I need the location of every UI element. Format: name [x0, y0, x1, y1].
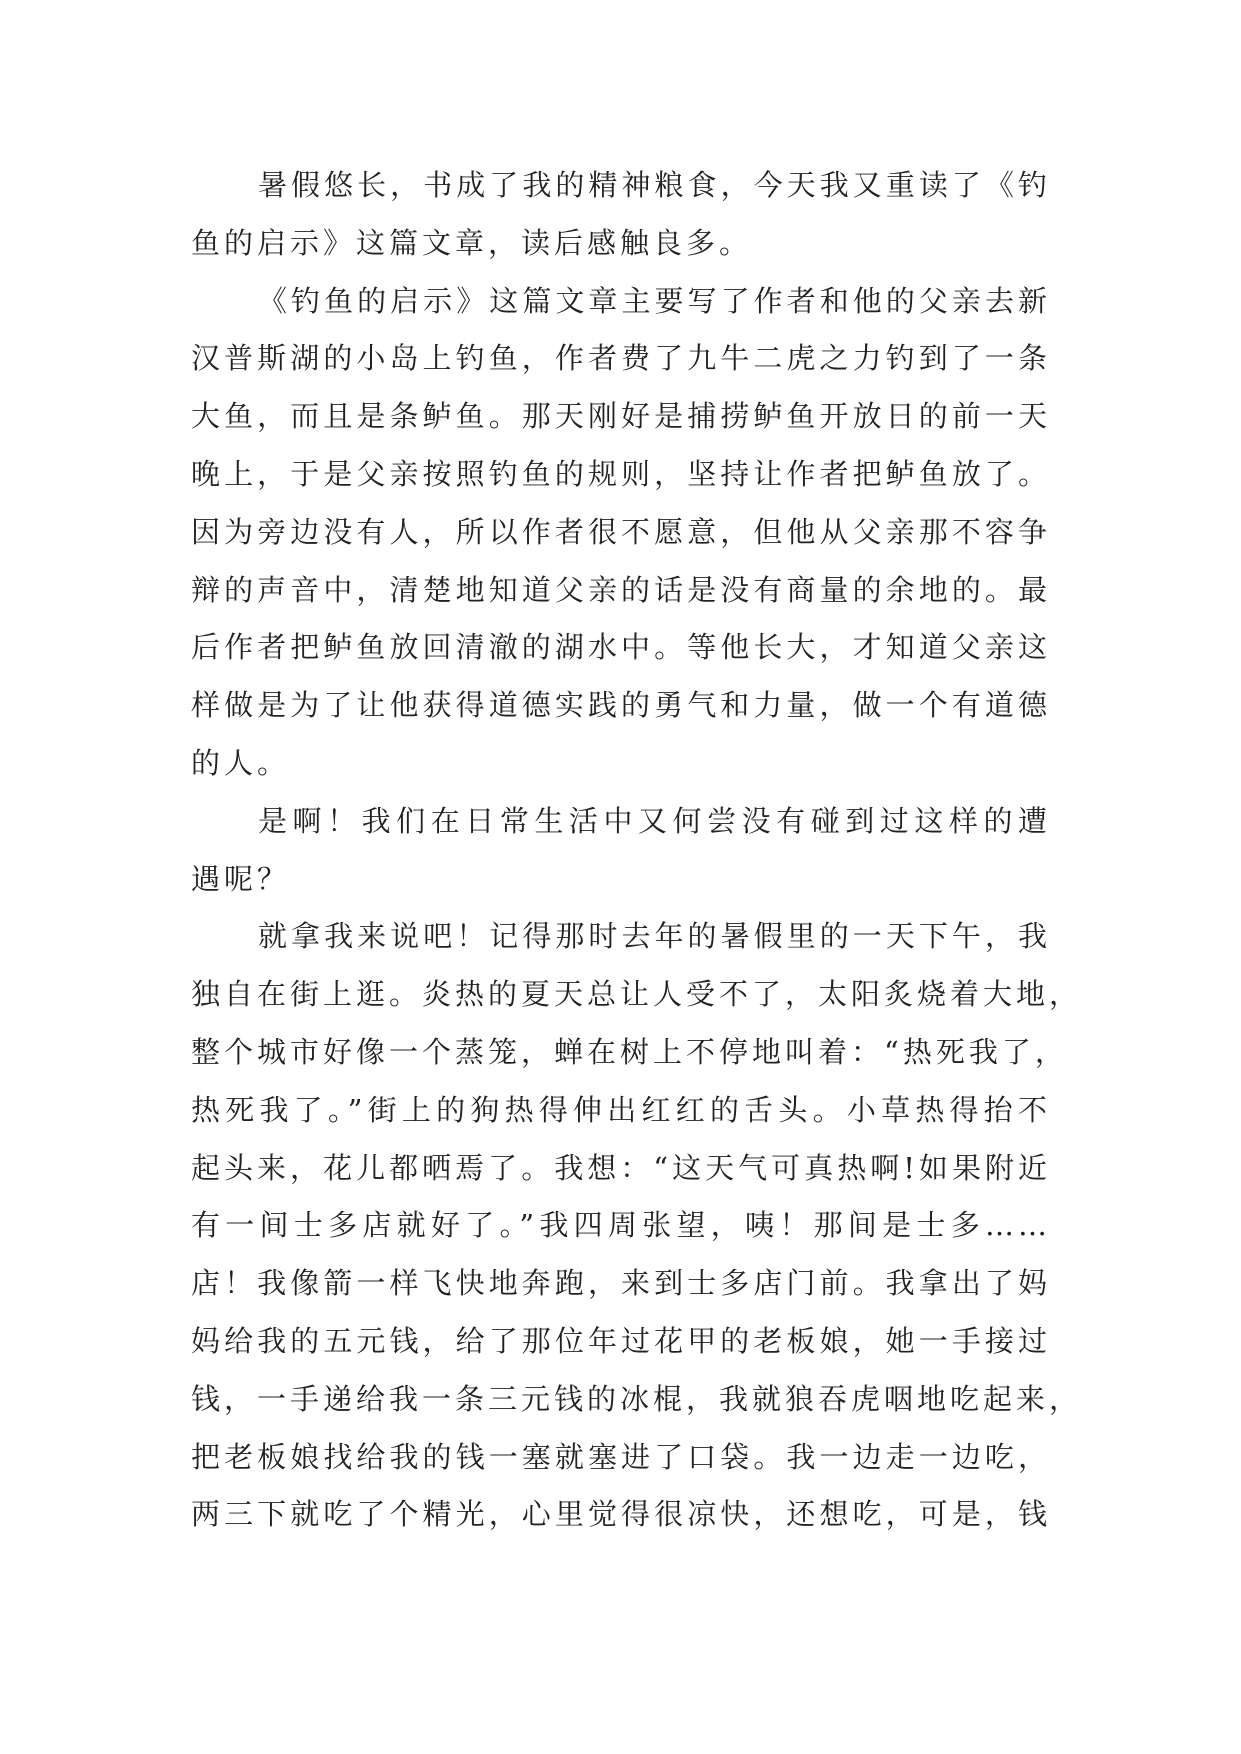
text-line: 是啊！我们在日常生活中又何尝没有碰到过这样的遭: [258, 803, 1051, 838]
text-line: 把老板娘找给我的钱一塞就塞进了口袋。我一边走一边吃，: [191, 1439, 1051, 1474]
text-line: 两三下就吃了个精光，心里觉得很凉快，还想吃，可是，钱: [191, 1497, 1051, 1532]
text-line: 店！我像箭一样飞快地奔跑，来到士多店门前。我拿出了妈: [191, 1266, 1051, 1301]
paragraph-2: [191, 273, 1051, 793]
paragraph-1: [191, 157, 1051, 273]
paragraph-4: [191, 908, 1083, 1544]
text-line: 汉普斯湖的小岛上钓鱼，作者费了九牛二虎之力钓到了一条: [191, 341, 1051, 376]
text-line: 就拿我来说吧！记得那时去年的暑假里的一天下午，我: [258, 919, 1051, 954]
text-line: 有一间士多店就好了。”我四周张望，咦！那间是士多……: [191, 1208, 1051, 1243]
text-line: 大鱼，而且是条鲈鱼。那天刚好是捕捞鲈鱼开放日的前一天: [191, 399, 1051, 434]
paragraph-3: [191, 793, 1051, 909]
text-line: 妈给我的五元钱，给了那位年过花甲的老板娘，她一手接过: [191, 1323, 1051, 1358]
text-line: 起头来，花儿都晒焉了。我想：“这天气可真热啊!如果附近: [191, 1150, 1051, 1185]
text-line: 暑假悠长，书成了我的精神粮食，今天我又重读了《钓: [258, 168, 1051, 202]
text-line: 《钓鱼的启示》这篇文章主要写了作者和他的父亲去新: [258, 283, 1051, 318]
text-line: 的人。: [191, 745, 291, 780]
text-line: 鱼的启示》这篇文章，读后感触良多。: [191, 225, 753, 260]
text-line: 后作者把鲈鱼放回清澈的湖水中。等他长大，才知道父亲这: [191, 630, 1051, 665]
text-line: 钱，一手递给我一条三元钱的冰棍，我就狼吞虎咽地吃起来，: [191, 1381, 1083, 1416]
text-line: 晚上，于是父亲按照钓鱼的规则，坚持让作者把鲈鱼放了。: [191, 456, 1051, 491]
text-line: 热死我了。”街上的狗热得伸出红红的舌头。小草热得抬不: [191, 1092, 1051, 1127]
text-line: 辩的声音中，清楚地知道父亲的话是没有商量的余地的。最: [191, 572, 1051, 607]
document-body: [191, 157, 1083, 1544]
text-line: 样做是为了让他获得道德实践的勇气和力量，做一个有道德: [191, 688, 1051, 723]
text-line: 因为旁边没有人，所以作者很不愿意，但他从父亲那不容争: [191, 514, 1051, 549]
text-line: 独自在街上逛。炎热的夏天总让人受不了，太阳炙烧着大地，: [191, 977, 1083, 1012]
text-line: 整个城市好像一个蒸笼，蝉在树上不停地叫着：“热死我了，: [191, 1034, 1068, 1069]
text-line: 遇呢？: [191, 861, 291, 896]
